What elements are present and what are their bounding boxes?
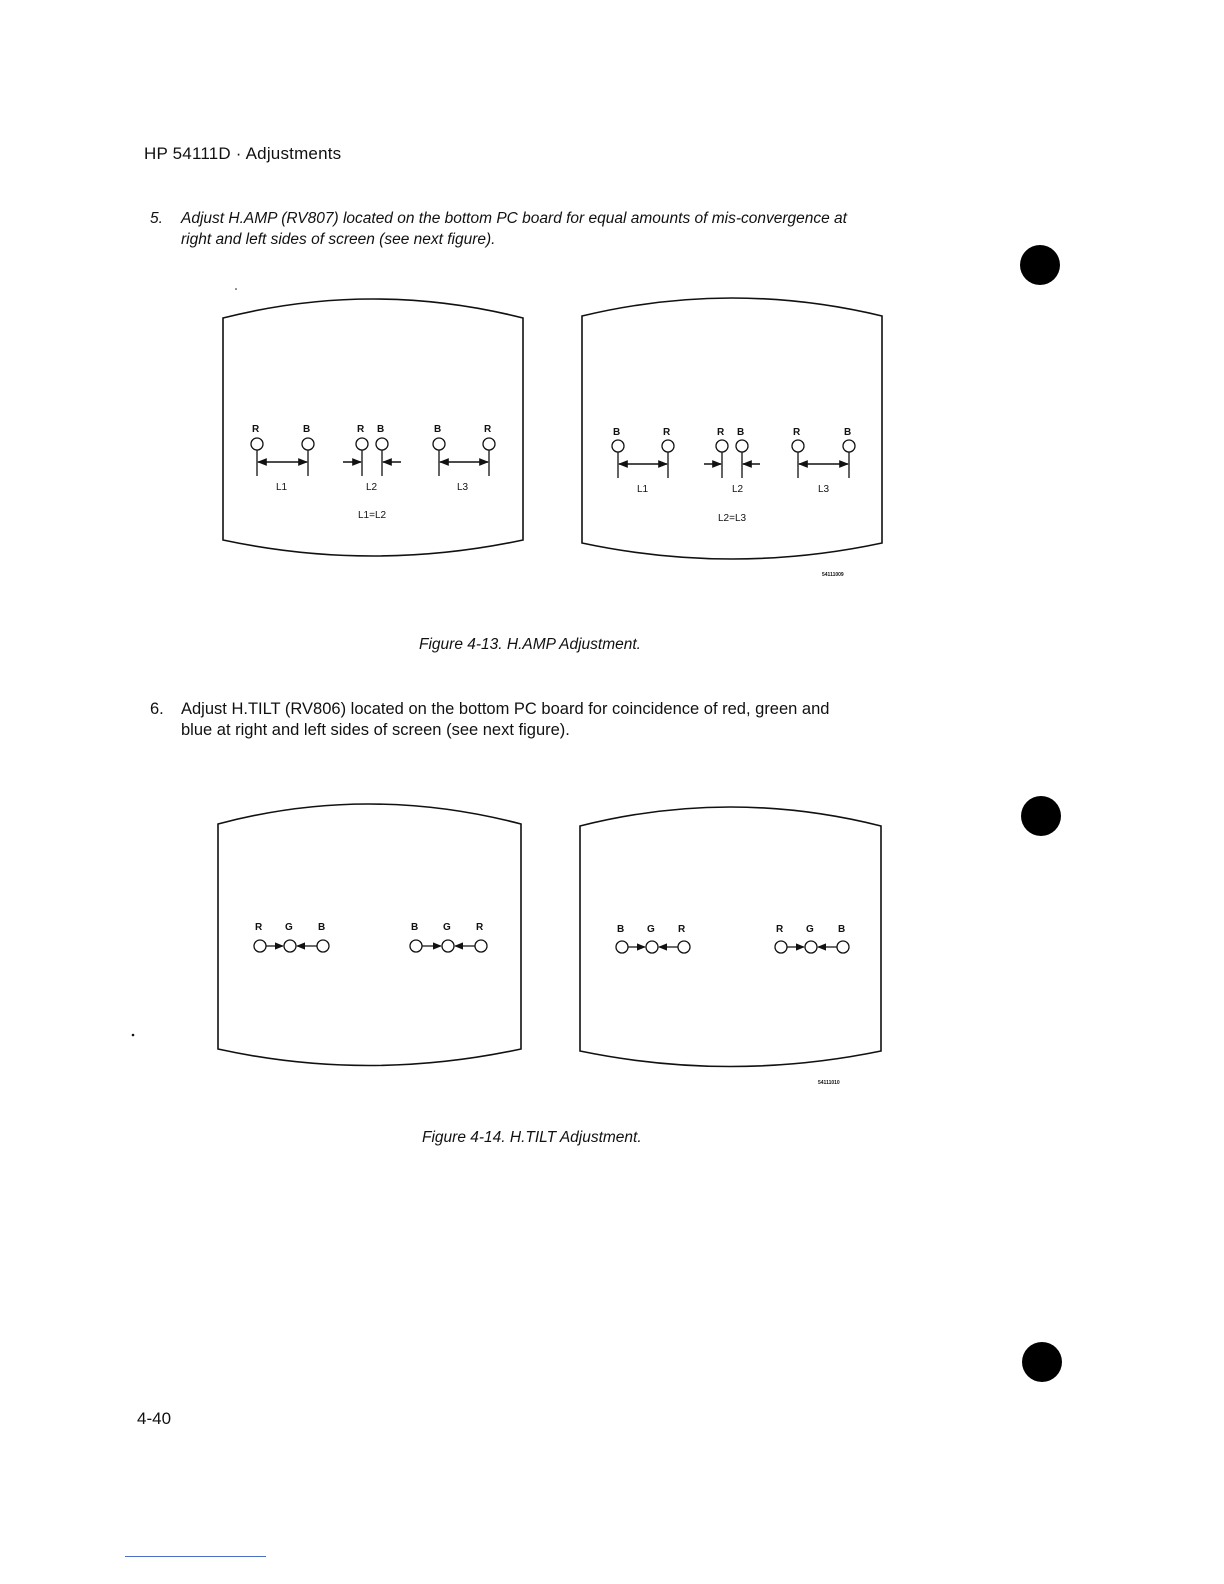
spot-row — [612, 427, 855, 524]
spot-row — [251, 424, 495, 521]
spot-circle — [716, 440, 728, 452]
spot-label: B — [434, 424, 442, 435]
spot-label: B — [613, 427, 621, 438]
figure-4-13-caption: Figure 4-13. H.AMP Adjustment. — [419, 636, 641, 653]
spot-circle — [433, 438, 445, 450]
spot-label: G — [443, 922, 451, 933]
step-6-line-1: Adjust H.TILT (RV806) located on the bottom PC board for coincidence of red, green and — [181, 700, 830, 718]
spot-label: B — [318, 922, 326, 933]
spot-circle — [302, 438, 314, 450]
spot-circle — [646, 941, 658, 953]
spot-label: R — [776, 924, 784, 935]
spot-circle — [775, 941, 787, 953]
spot-label: R — [793, 427, 801, 438]
measure-label: L3 — [457, 482, 469, 493]
equation-label: L1=L2 — [358, 510, 387, 521]
spot-circle — [736, 440, 748, 452]
spot-circle — [284, 940, 296, 952]
equation-label: L2=L3 — [718, 513, 747, 524]
screen-outline — [580, 807, 881, 1067]
spot-label: G — [285, 922, 293, 933]
spot-label: B — [838, 924, 846, 935]
spot-label: G — [806, 924, 814, 935]
measure-label: L2 — [366, 482, 378, 493]
measure-label: L1 — [637, 484, 649, 495]
h-amp-left-screen — [223, 299, 523, 556]
spot-label: G — [647, 924, 655, 935]
step-6-number: 6. — [150, 700, 164, 718]
measure-label: L2 — [732, 484, 744, 495]
measure-label: L3 — [818, 484, 830, 495]
binder-hole-bottom — [1022, 1342, 1062, 1382]
spot-circle — [475, 940, 487, 952]
binder-hole-top — [1020, 245, 1060, 285]
spot-circle — [356, 438, 368, 450]
binder-hole-middle — [1021, 796, 1061, 836]
spot-label: R — [255, 922, 263, 933]
spot-circle — [442, 940, 454, 952]
rgb-spot-group — [410, 922, 487, 952]
h-amp-right-screen — [582, 298, 882, 578]
spot-label: R — [663, 427, 671, 438]
spot-circle — [792, 440, 804, 452]
spot-label: R — [678, 924, 686, 935]
spot-label: B — [844, 427, 852, 438]
spot-circle — [317, 940, 329, 952]
spot-label: B — [303, 424, 311, 435]
spot-circle — [678, 941, 690, 953]
spot-label: R — [476, 922, 484, 933]
spot-label: R — [357, 424, 365, 435]
figure-code: 54111009 — [822, 572, 844, 578]
screen-outline — [218, 804, 521, 1066]
spot-circle — [483, 438, 495, 450]
step-5-line-1: Adjust H.AMP (RV807) located on the bottom PC board for equal amounts of mis-convergence at — [181, 210, 847, 227]
spot-circle — [843, 440, 855, 452]
step-5-line-2: right and left sides of screen (see next figure). — [181, 231, 496, 248]
spot-circle — [837, 941, 849, 953]
rgb-spot-group — [616, 924, 690, 953]
spot-circle — [616, 941, 628, 953]
measure-label: L1 — [276, 482, 288, 493]
spot-circle — [254, 940, 266, 952]
step-6-line-2: blue at right and left sides of screen (see next figure). — [181, 721, 570, 739]
spot-circle — [251, 438, 263, 450]
spot-circle — [410, 940, 422, 952]
spot-label: B — [377, 424, 385, 435]
footer-rule — [125, 1556, 266, 1557]
page-number: 4-40 — [137, 1409, 172, 1428]
figure-code: 54111010 — [818, 1080, 840, 1086]
step-5-number: 5. — [150, 210, 163, 227]
step-6-text — [181, 699, 971, 741]
spot-label: R — [717, 427, 725, 438]
figure-4-14-caption: Figure 4-14. H.TILT Adjustment. — [422, 1129, 642, 1146]
spot-circle — [805, 941, 817, 953]
spot-circle — [662, 440, 674, 452]
h-tilt-left-screen — [218, 804, 521, 1066]
spot-label: R — [252, 424, 260, 435]
scan-speck — [235, 288, 237, 290]
page-header: HP 54111D · Adjustments — [144, 144, 342, 163]
h-tilt-right-screen — [580, 807, 881, 1086]
spot-circle — [612, 440, 624, 452]
spot-label: B — [411, 922, 419, 933]
rgb-spot-group — [254, 922, 329, 952]
spot-circle — [376, 438, 388, 450]
rgb-spot-group — [775, 924, 849, 953]
spot-label: B — [737, 427, 745, 438]
scan-speck — [132, 1034, 135, 1037]
spot-label: R — [484, 424, 492, 435]
spot-label: B — [617, 924, 625, 935]
